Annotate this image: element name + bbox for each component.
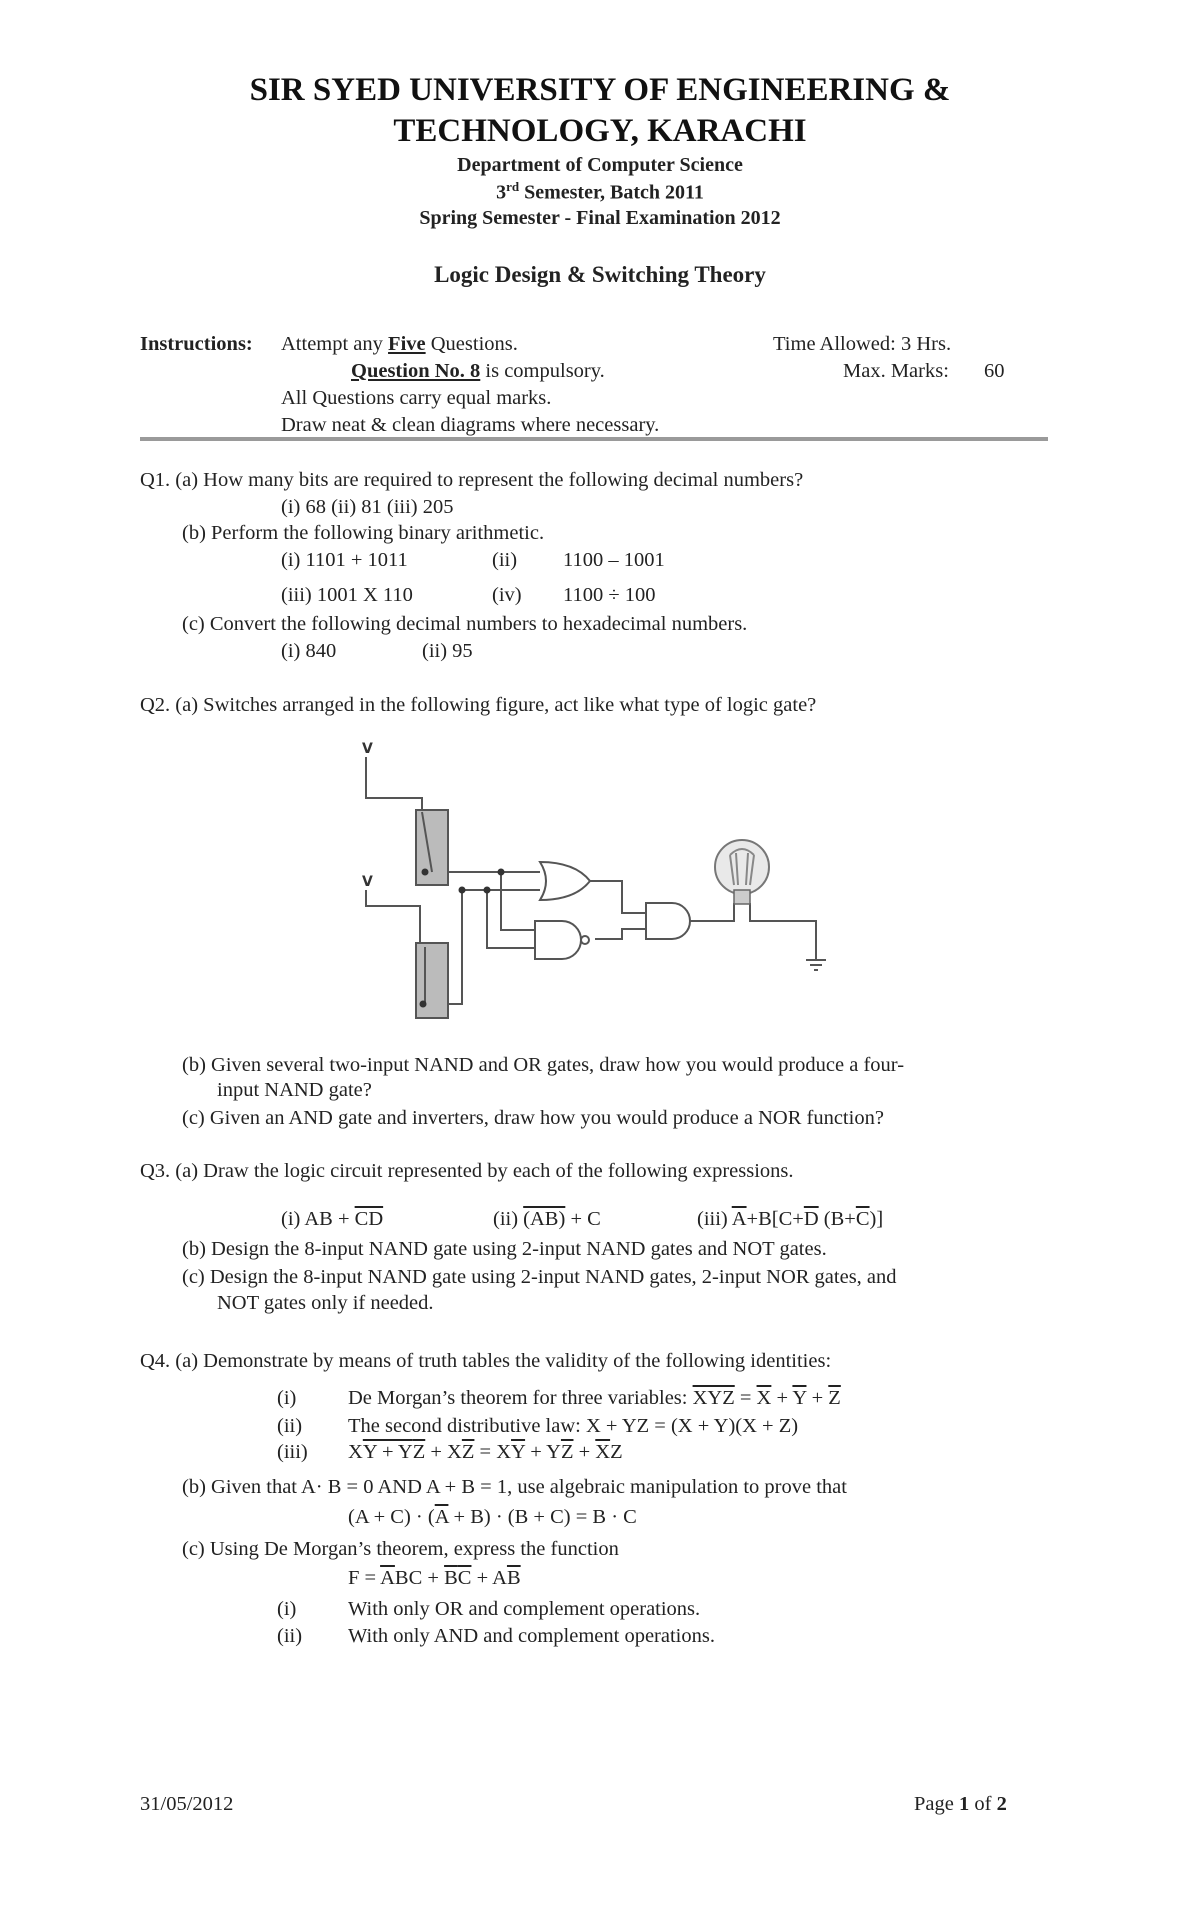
q1-b-item4-label: (iv) [492, 584, 522, 606]
q4-part-b-line1: (b) Given that A· B = 0 AND A + B = 1, use algebraic manipulation to prove that [182, 1476, 847, 1498]
q3-expression-1: (i) AB + $\overline{CD}$ [281, 1208, 384, 1230]
q2-part-b-line2: input NAND gate? [217, 1079, 372, 1101]
q3-expression-2: (ii) (AB) + C [493, 1208, 601, 1230]
q3-part-c-line2: NOT gates only if needed. [217, 1292, 434, 1314]
semester-batch: 3rd Semester, Batch 2011 [496, 179, 704, 204]
q1-b-item4: 1100 ÷ 100 [563, 584, 656, 606]
q4-c-i-label: (i) [277, 1598, 297, 1620]
q1-b-item2-label: (ii) [492, 549, 518, 571]
course-title: Logic Design & Switching Theory [434, 262, 766, 287]
q4-part-a: Q4. (a) Demonstrate by means of truth tables the validity of the following identities: [140, 1350, 832, 1372]
q3-part-b: (b) Design the 8-input NAND gate using 2-input NAND gates and NOT gates. [182, 1238, 827, 1260]
q4-part-b-line2: $(A + C) \cdot (\overline{A} + B) \cdot (B + C) = B \cdot C$ [348, 1506, 637, 1528]
q2-part-b-line1: (b) Given several two-input NAND and OR gates, draw how you would produce a four- [182, 1054, 905, 1076]
max-marks-label: Max. Marks: [843, 360, 949, 382]
q1-part-a-items: (i) 68 (ii) 81 (iii) 205 [281, 496, 454, 518]
q1-b-item1: (i) 1101 + 1011 [281, 549, 408, 571]
exam-title: Spring Semester - Final Examination 2012 [419, 207, 781, 229]
instruction-line1: Attempt any Five Questions. [281, 333, 518, 355]
switch-circuit-figure [350, 735, 850, 1035]
q3-part-c-line1: (c) Design the 8-input NAND gate using 2-input NAND gates, 2-input NOR gates, and [182, 1266, 897, 1288]
university-name-line1: SIR SYED UNIVERSITY OF ENGINEERING & [249, 72, 951, 108]
q1-c-item2: (ii) 95 [422, 640, 473, 662]
q4-a-i-label: (i) [277, 1387, 297, 1409]
q4-a-iii: XY + $Y\overline{Z} + X\overline{Z} = X\overline{Y} + Y\overline{Z} + \overline{X}Z$ [348, 1441, 623, 1463]
switch-1 [416, 810, 448, 885]
light-bulb-icon [715, 840, 769, 904]
footer-date: 31/05/2012 [140, 1793, 234, 1815]
or-gate [540, 862, 590, 900]
instruction-line4: Draw neat & clean diagrams where necessary. [281, 414, 660, 436]
university-name-line2: TECHNOLOGY, KARACHI [393, 113, 807, 149]
instruction-line2: Question No. 8 is compulsory. [351, 360, 605, 382]
q4-a-ii-label: (ii) [277, 1415, 303, 1437]
q4-a-iii-label: (iii) [277, 1441, 308, 1463]
q4-part-c: (c) Using De Morgan’s theorem, express the function [182, 1538, 619, 1560]
nand-gate [535, 921, 581, 959]
v-label-1: V [362, 741, 373, 757]
department: Department of Computer Science [457, 154, 743, 176]
q1-part-b: (b) Perform the following binary arithmetic. [182, 522, 545, 544]
q3-part-a: Q3. (a) Draw the logic circuit represented by each of the following expressions. [140, 1160, 794, 1182]
q1-part-a: Q1. (a) How many bits are required to represent the following decimal numbers? [140, 469, 804, 491]
q3-expression-3: (iii) $\overline{A}+B[C+\overline{D}$ $(B+\overline{C})$] [697, 1208, 884, 1230]
and-gate [646, 903, 690, 939]
q4-a-ii: The second distributive law: X + YZ = (X + Y)(X + Z) [348, 1415, 799, 1437]
q1-part-c: (c) Convert the following decimal numbers to hexadecimal numbers. [182, 613, 748, 635]
q1-b-item3: (iii) 1001 X 110 [281, 584, 413, 606]
switch-2 [416, 943, 448, 1018]
instructions-label: Instructions: [140, 333, 253, 355]
q1-c-item1: (i) 840 [281, 640, 337, 662]
q4-a-i: De Morgan’s theorem for three variables: $\overline{XYZ} = \overline{X} + \overline{Y} + \overline{Z}$ [348, 1387, 841, 1409]
footer-page-number: Page 1 of 2 [914, 1793, 1007, 1815]
instruction-line3: All Questions carry equal marks. [281, 387, 552, 409]
q4-c-ii: With only AND and complement operations. [348, 1625, 715, 1647]
instructions-divider [140, 437, 1048, 441]
q4-function-f: $F = \overline{A}BC + \overline{B}\overline{C} + A\overline{B}$ [348, 1567, 521, 1589]
q4-c-ii-label: (ii) [277, 1625, 303, 1647]
time-allowed: Time Allowed: 3 Hrs. [773, 333, 952, 355]
v-label-2: V [362, 874, 373, 890]
max-marks-value: 60 [984, 360, 1005, 382]
q2-part-c: (c) Given an AND gate and inverters, draw how you would produce a NOR function? [182, 1107, 884, 1129]
q2-part-a: Q2. (a) Switches arranged in the following figure, act like what type of logic gate? [140, 694, 817, 716]
q4-c-i: With only OR and complement operations. [348, 1598, 701, 1620]
q1-b-item2: 1100 – 1001 [563, 549, 665, 571]
